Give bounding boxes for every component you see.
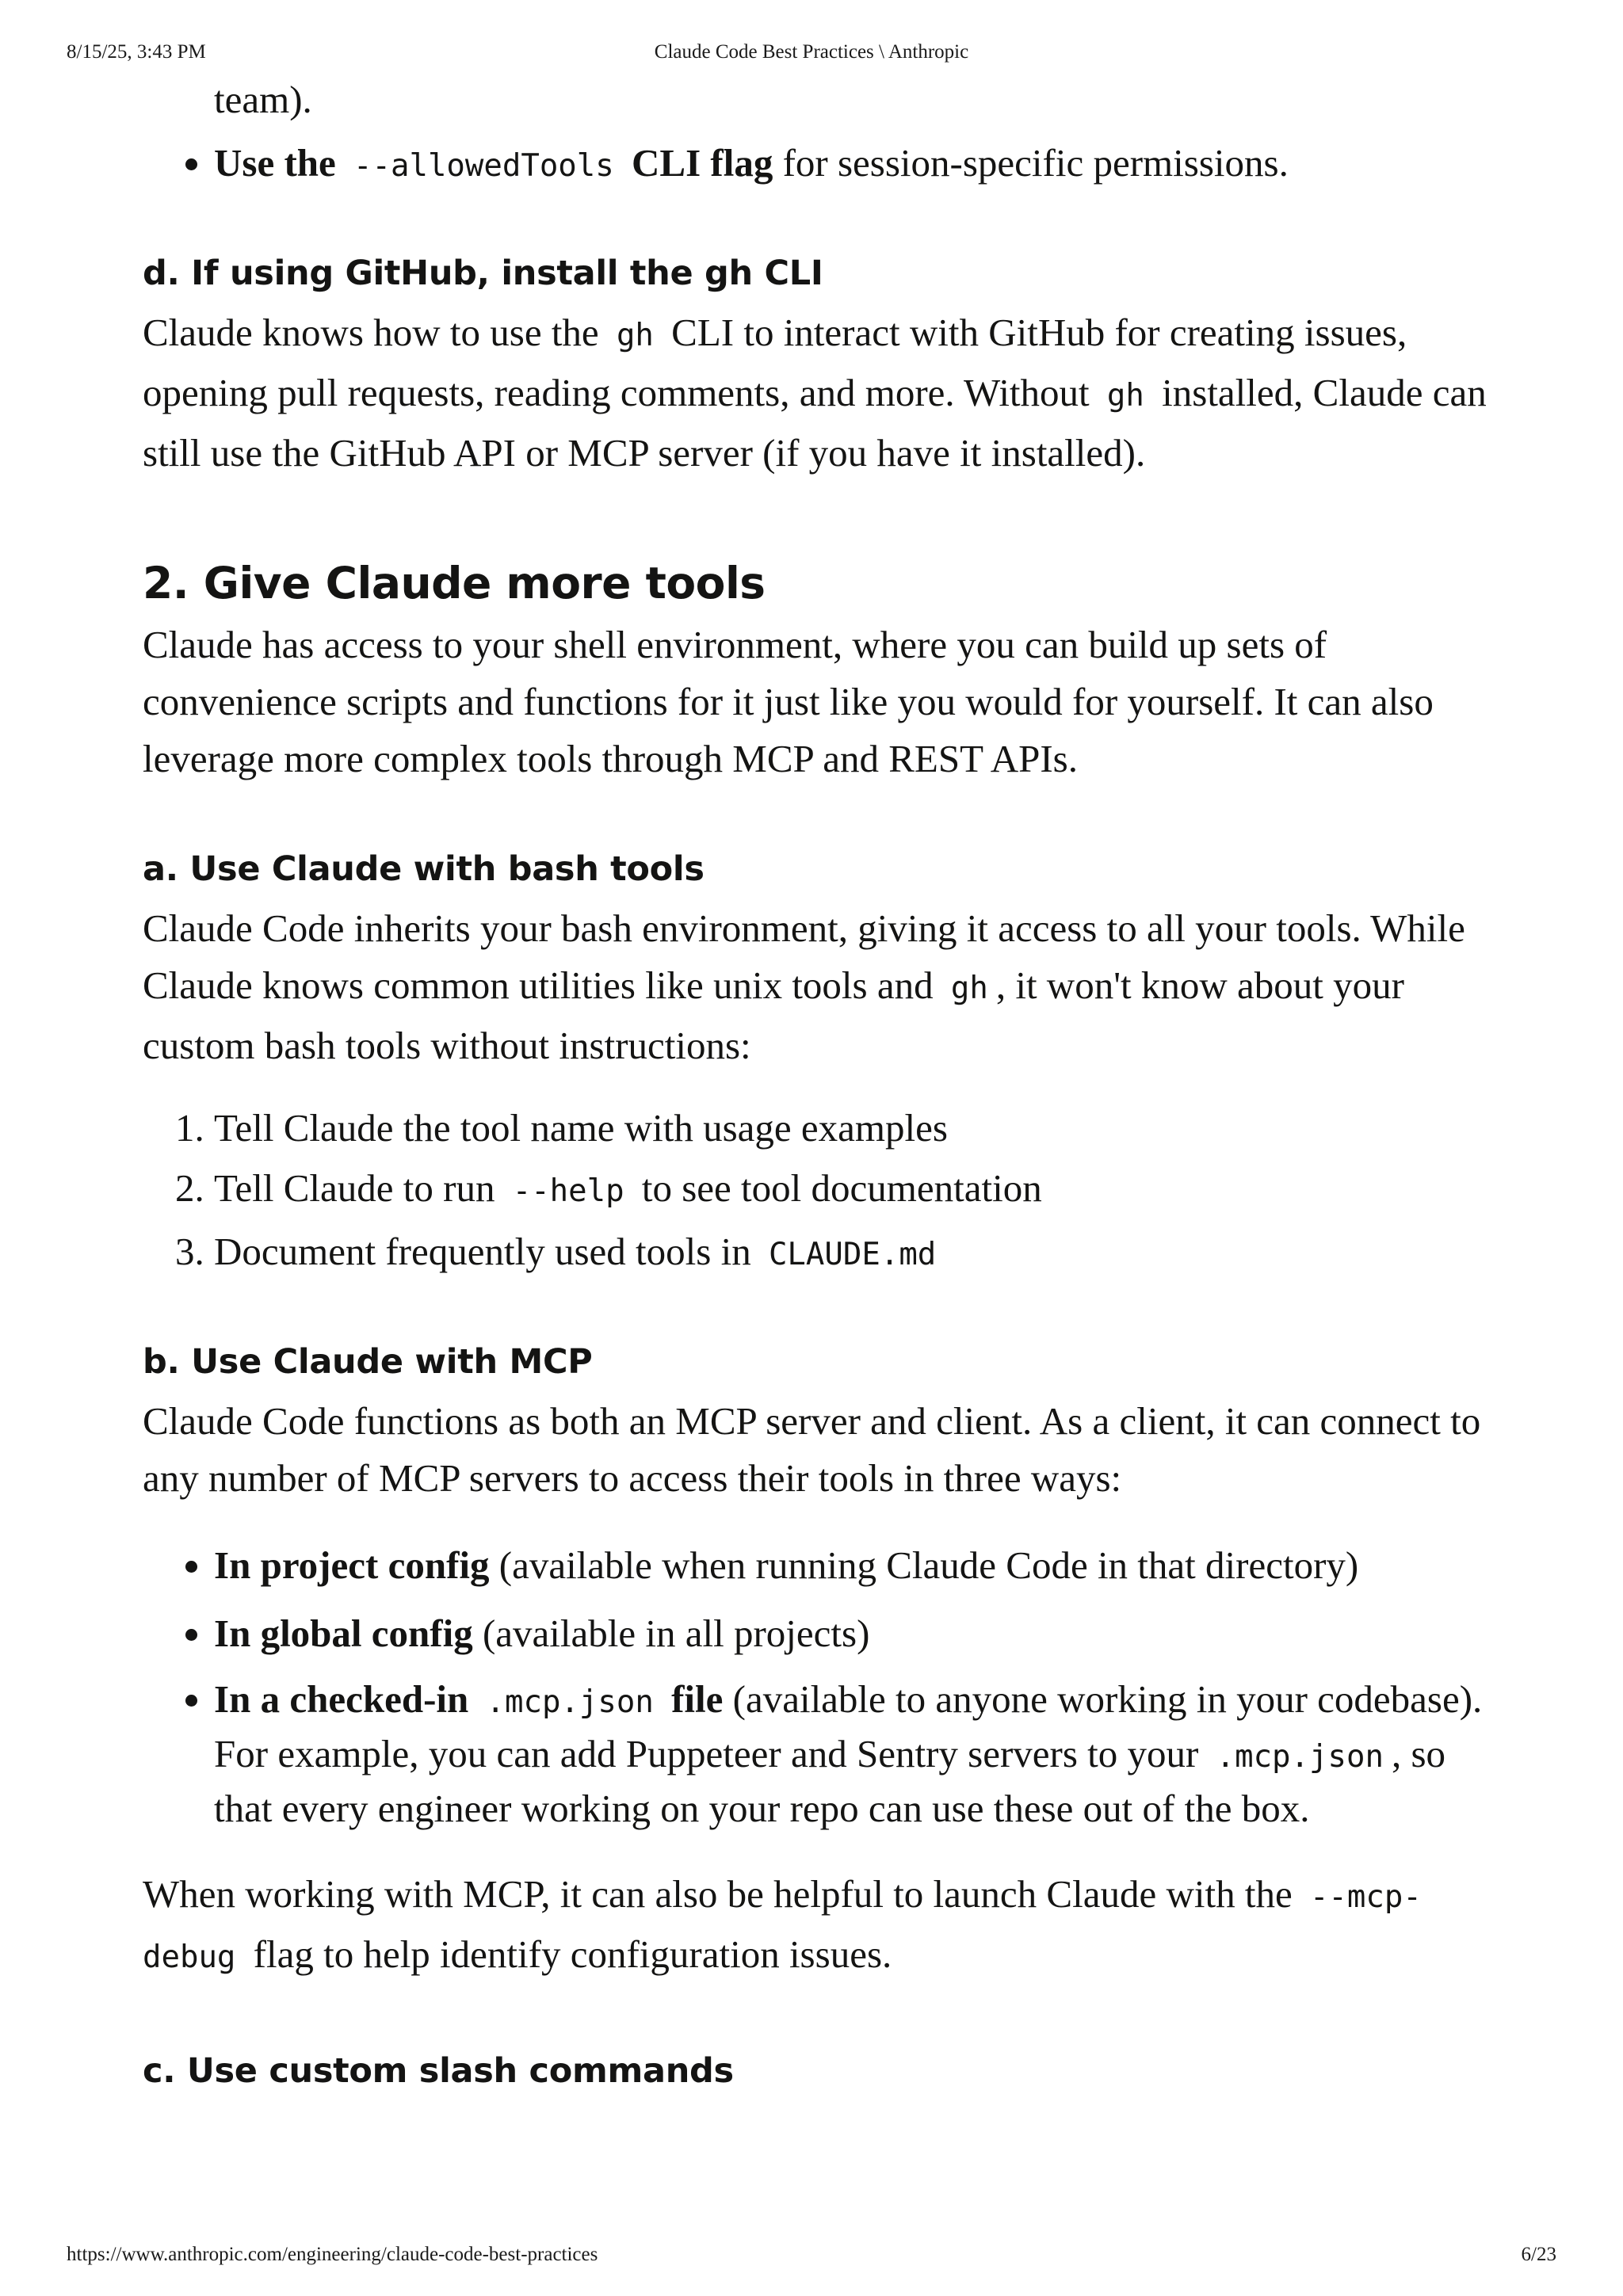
bash-step-1-text: Tell Claude the tool name with usage examples — [214, 1106, 948, 1150]
print-url[interactable]: https://www.anthropic.com/engineering/claude-code-best-practices — [67, 2244, 598, 2265]
bash-step-2-suffix: to see tool documentation — [641, 1166, 1042, 1210]
mcp-outro-text-1: When working with MCP, it can also be helpful to launch Claude with the — [143, 1872, 1293, 1916]
allowed-tools-rest: for session-specific permissions. — [782, 141, 1289, 185]
bash-heading: a. Use Claude with bash tools — [143, 849, 705, 889]
slash-heading: c. Use custom slash commands — [143, 2051, 734, 2091]
mcp-heading: b. Use Claude with MCP — [143, 1342, 593, 1382]
gh-heading: d. If using GitHub, install the gh CLI — [143, 254, 823, 293]
gh-code-1: gh — [616, 318, 654, 353]
bash-text-1: Claude Code inherits your bash environment, giving it access to all your tools. While Claude knows common utilities like unix tools and — [143, 906, 1465, 1007]
permissions-list — [143, 135, 1490, 195]
mcp-item-project-rest: (available when running Claude Code in that directory) — [498, 1543, 1359, 1587]
bash-step-3-text: Document frequently used tools in — [214, 1230, 751, 1273]
allowed-tools-bold-suffix: CLI flag — [632, 141, 773, 185]
bash-code: gh — [950, 971, 988, 1006]
article-content — [143, 71, 1490, 2096]
continued-list — [143, 71, 1490, 128]
mcp-item-project — [214, 1537, 1490, 1594]
print-header — [0, 41, 1623, 70]
bash-step-3 — [214, 1223, 1490, 1283]
mcp-debug-code: --mcp-debug — [143, 1879, 1422, 1975]
mcp-item-global-bold: In global config — [214, 1611, 473, 1655]
bash-step-3-code: CLAUDE.md — [768, 1237, 937, 1272]
mcp-json-code-2: .mcp.json — [1216, 1739, 1384, 1775]
bash-text-2: , it won't know about your custom bash tools without instructions: — [143, 963, 1404, 1067]
bash-step-2-text: Tell Claude to run — [214, 1166, 495, 1210]
mcp-item-checked-in-rest-1: (available to anyone working in your codebase). For example, you can add Puppeteer and Sentry servers to your — [214, 1677, 1483, 1775]
print-datetime: 8/15/25, 3:43 PM — [67, 41, 206, 63]
gh-code-2: gh — [1106, 378, 1144, 414]
print-page-number: 6/23 — [1521, 2244, 1556, 2265]
tools-section-heading: 2. Give Claude more tools — [143, 558, 766, 608]
continued-text: team). — [214, 78, 312, 121]
mcp-json-code: .mcp.json — [486, 1684, 654, 1720]
continued-list-tail — [214, 71, 1490, 128]
mcp-item-global-rest: (available in all projects) — [482, 1611, 870, 1655]
bash-paragraph — [143, 900, 1490, 1074]
bash-step-2-code: --help — [512, 1173, 624, 1209]
gh-text-2: CLI to interact with GitHub for creating issues, opening pull requests, reading comments, and more. Without — [143, 311, 1407, 414]
bash-steps — [143, 1100, 1490, 1283]
mcp-item-global — [214, 1605, 1490, 1662]
mcp-outro-text-2: flag to help identify configuration issues. — [253, 1932, 892, 1976]
mcp-item-checked-in-bold-suffix: file — [671, 1677, 724, 1721]
print-doc-title: Claude Code Best Practices \ Anthropic — [654, 41, 969, 63]
mcp-item-checked-in-rest-2: , so that every engineer working on your repo can use these out of the box. — [214, 1732, 1446, 1830]
gh-text-1: Claude knows how to use the — [143, 311, 599, 354]
gh-text-3: installed, Claude can still use the GitHub API or MCP server (if you have it installed). — [143, 371, 1487, 475]
mcp-outro — [143, 1866, 1490, 1986]
allowed-tools-prefix: Use the — [214, 141, 336, 185]
allowed-tools-item — [214, 135, 1490, 195]
mcp-item-checked-in-bold: In a checked-in — [214, 1677, 469, 1721]
tools-intro: Claude has access to your shell environment, where you can build up sets of convenience scripts and functions for it just like you would for yourself. It can also leverage more complex tools through MCP and REST APIs. — [143, 623, 1434, 780]
mcp-item-project-bold: In project config — [214, 1543, 490, 1587]
mcp-config-list — [143, 1537, 1490, 1834]
gh-paragraph — [143, 304, 1490, 482]
bash-step-2 — [214, 1160, 1490, 1220]
mcp-item-checked-in — [214, 1673, 1490, 1834]
bash-step-1 — [214, 1100, 1490, 1157]
print-footer — [0, 2244, 1623, 2272]
allowed-tools-code: --allowedTools — [353, 148, 614, 184]
mcp-intro: Claude Code functions as both an MCP server and client. As a client, it can connect to any number of MCP servers to access their tools in three ways: — [143, 1399, 1481, 1500]
